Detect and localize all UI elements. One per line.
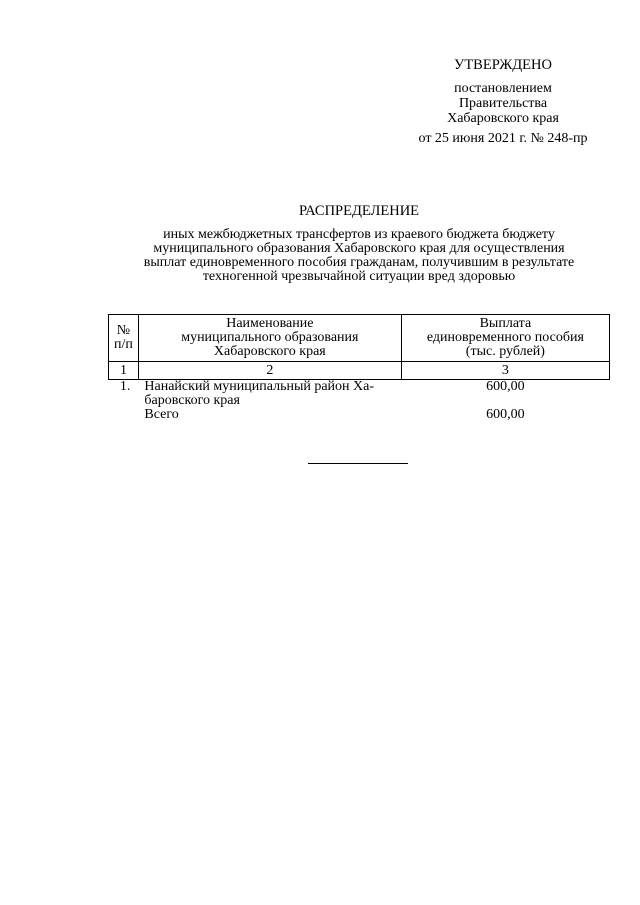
approval-block [400,58,606,146]
total-label: Всего [144,407,179,422]
description-line: муниципального образования Хабаровского края для осуществления [153,241,565,256]
header-number: № п/п [109,315,139,362]
column-number-row [109,362,610,380]
row-municipality: Нанайский муниципальный район Ха- баровского края [144,379,375,408]
description-line: техногенной чрезвычайной ситуации вред здоровью [202,269,516,284]
description-line: иных межбюджетных трансфертов из краевого бюджета бюджету [163,227,555,242]
approval-date: от 25 июня 2021 г. № 248-пр [418,131,588,146]
document-title: РАСПРЕДЕЛЕНИЕ [298,203,420,219]
table-header-row [109,315,610,362]
approval-line: Хабаровского края [447,111,559,126]
approval-line: постановлением [454,81,552,96]
total-row [109,408,610,422]
document-heading [100,203,618,284]
description-line: выплат единовременного пособия гражданам, получившим в результате [143,255,575,270]
total-value: 600,00 [486,407,525,422]
row-value: 600,00 [486,379,525,394]
header-municipality: Наименование муниципального образования Хабаровского края [138,315,401,362]
row-number: 1. [119,379,131,394]
approval-line: Правительства [458,96,548,111]
column-number: 3 [401,362,609,380]
table-row [109,380,610,409]
distribution-table [108,314,610,422]
approval-stamp: УТВЕРЖДЕНО [454,57,552,73]
closing-divider [308,463,408,464]
document-description [100,228,618,284]
column-number: 2 [138,362,401,380]
column-number: 1 [109,362,139,380]
header-payment: Выплата единовременного пособия (тыс. рублей) [401,315,609,362]
